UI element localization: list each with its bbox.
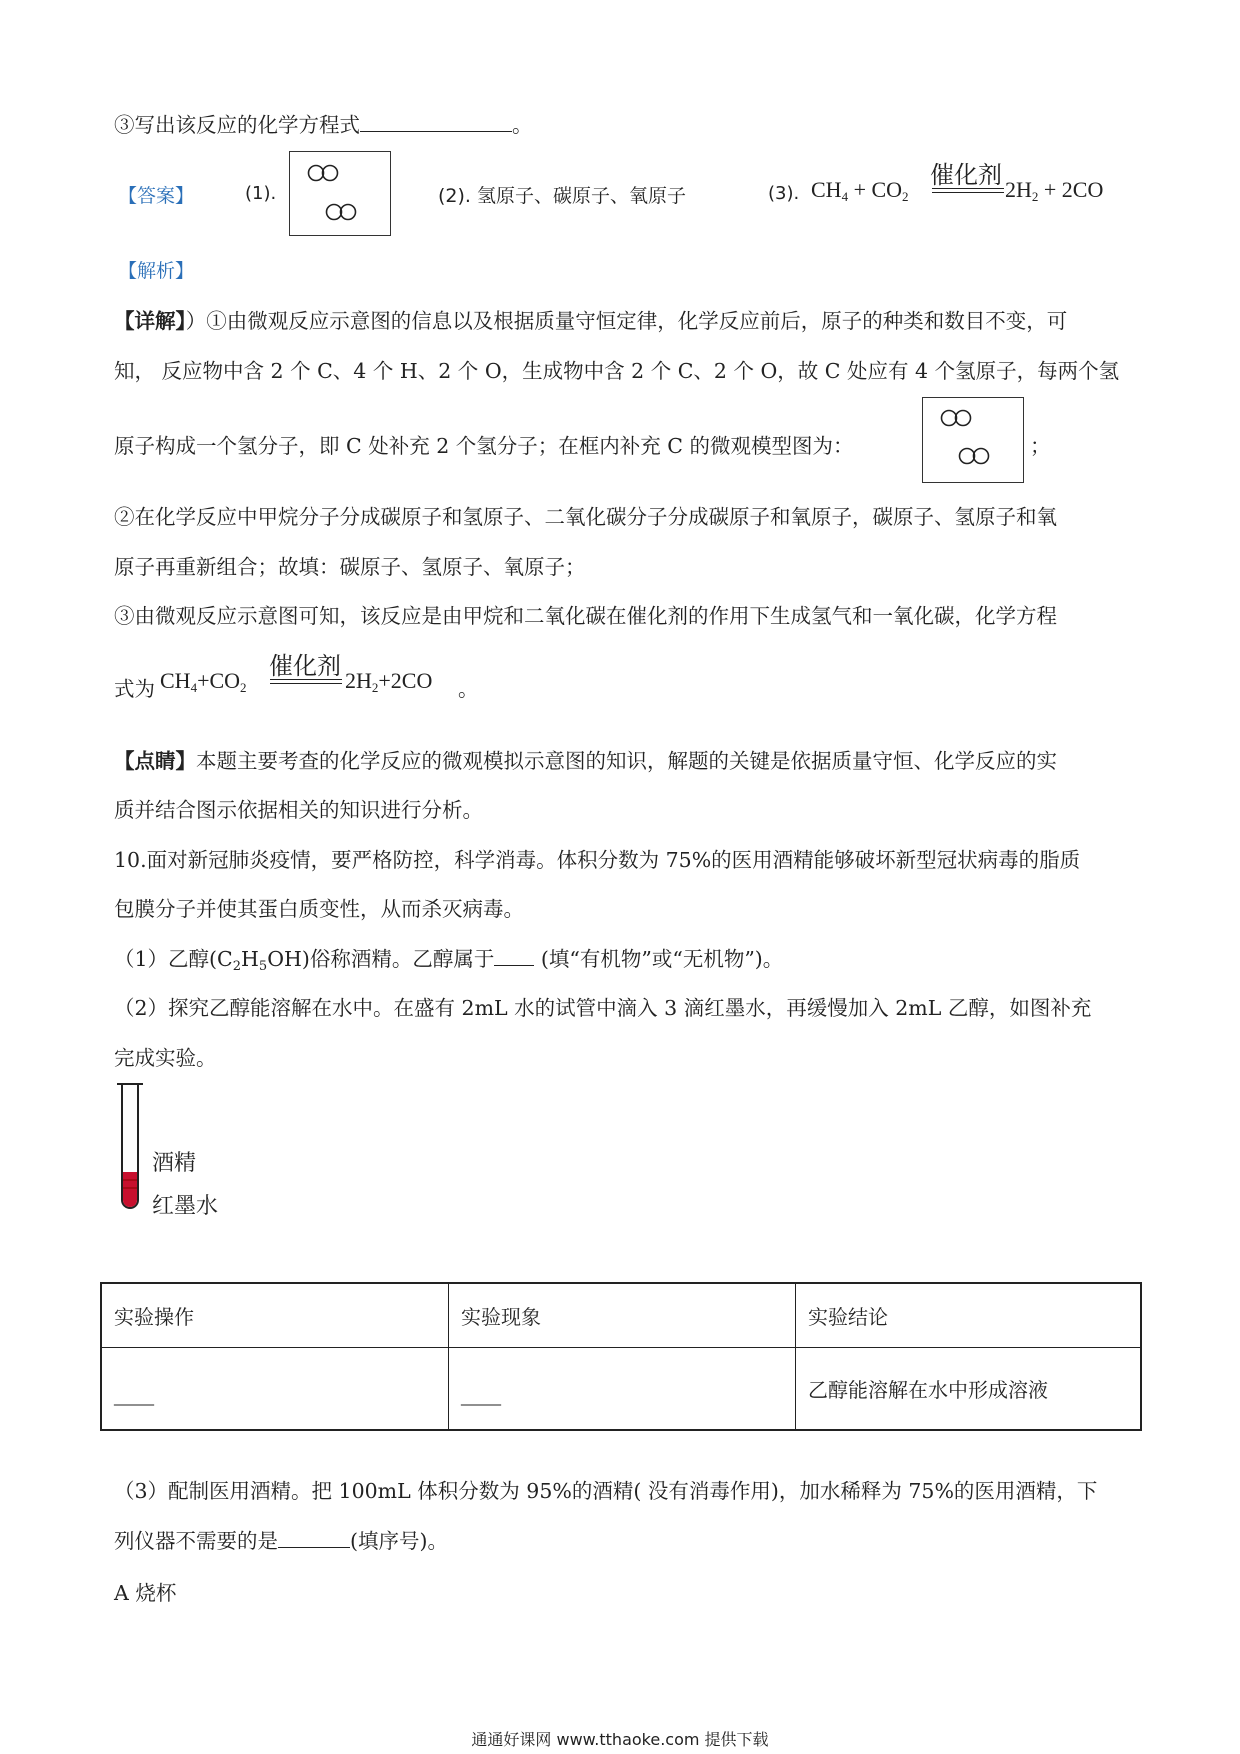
q10-part2-line-2: 完成实验。 xyxy=(114,1046,217,1070)
table-cell: ____ xyxy=(101,1348,449,1431)
para2-line-2: 原子再重新组合；故填：碳原子、氢原子、氧原子； xyxy=(114,555,586,579)
option-a: A 烧杯 xyxy=(114,1581,177,1605)
equals-double-line-2 xyxy=(270,679,342,684)
hydrogen-molecule-icon xyxy=(939,408,975,428)
answer-tag: 【答案】 xyxy=(118,185,195,207)
molecule-model-box-2 xyxy=(922,397,1024,483)
answer-blank xyxy=(278,1529,350,1548)
tube-label-alcohol: 酒精 xyxy=(152,1151,197,1176)
q9-part3-prompt: ③写出该反应的化学方程式 。 xyxy=(114,113,533,137)
table-header-cell: 实验结论 xyxy=(796,1283,1142,1348)
equation-lhs: $CH_4+CO_2$ xyxy=(160,668,247,695)
answer-num-3: (3). xyxy=(768,183,800,204)
detail-line-2: 知， 反应物中含 2 个 C、4 个 H、2 个 O，生成物中含 2 个 C、2 个 O，故 C 处应有 4 个氢原子，每两个氢 xyxy=(114,359,1120,383)
q10-line-1: 10.面对新冠肺炎疫情，要严格防控，科学消毒。体积分数为 75%的医用酒精能够破坏新型冠状病毒的脂质 xyxy=(114,848,1081,872)
page-footer: 通通好课网 www.tthaoke.com 提供下载 xyxy=(471,1730,769,1749)
answer-num-1: (1). xyxy=(245,183,277,204)
answer-blank xyxy=(360,113,512,132)
answer-num-2: (2). 氢原子、碳原子、氧原子 xyxy=(438,185,687,207)
table-row xyxy=(101,1348,1141,1431)
hydrogen-molecule-icon xyxy=(324,202,360,222)
catalyst-label-2: 催化剂 xyxy=(269,652,341,680)
equation-rhs: $2H_2+2CO$ xyxy=(345,668,433,695)
equals-double-line xyxy=(932,188,1004,193)
table-header-cell: 实验操作 xyxy=(101,1283,449,1348)
tube-label-red-ink: 红墨水 xyxy=(152,1194,219,1219)
table-cell: 乙醇能溶解在水中形成溶液 xyxy=(796,1348,1142,1431)
catalyst-label: 催化剂 xyxy=(930,161,1002,189)
comment-line-1: 【点睛】本题主要考查的化学反应的微观模拟示意图的知识，解题的关键是依据质量守恒、化学反应的实 xyxy=(114,749,1057,773)
q10-part2-line-1: （2）探究乙醇能溶解在水中。在盛有 2mL 水的试管中滴入 3 滴红墨水，再缓慢加入 2mL 乙醇，如图补充 xyxy=(114,996,1092,1020)
answer-equation-rhs: $2H_2 + 2CO$ xyxy=(1005,177,1104,204)
para3-line-2-prefix: 式为 xyxy=(114,677,155,701)
table-header-cell: 实验现象 xyxy=(449,1283,796,1348)
hydrogen-molecule-icon xyxy=(957,446,993,466)
comment-line-2: 质并结合图示依据相关的知识进行分析。 xyxy=(114,798,483,822)
para3-line-1: ③由微观反应示意图可知，该反应是由甲烷和二氧化碳在催化剂的作用下生成氢气和一氧化碳，化学方程 xyxy=(114,604,1057,628)
molecule-model-box xyxy=(289,151,391,236)
detail-line-3: 原子构成一个氢分子，即 C 处补充 2 个氢分子；在框内补充 C 的微观模型图为： xyxy=(114,434,854,458)
q10-line-2: 包膜分子并使其蛋白质变性，从而杀灭病毒。 xyxy=(114,897,524,921)
answer-blank xyxy=(494,947,534,966)
detail-line-3-end: ； xyxy=(1030,434,1051,458)
table-header-row xyxy=(101,1283,1141,1348)
analysis-tag: 【解析】 xyxy=(118,260,195,282)
test-tube-diagram xyxy=(115,1080,145,1220)
q10-part3-line-1: （3）配制医用酒精。把 100mL 体积分数为 95%的酒精( 没有消毒作用)，加水稀释为 75%的医用酒精，下 xyxy=(114,1479,1098,1503)
table-cell: ____ xyxy=(449,1348,796,1431)
q10-part1: （1）乙醇$(C_2H_5OH)$俗称酒精。乙醇属于 (填“有机物”或“无机物”)。 xyxy=(114,947,784,974)
answer-equation-lhs: $CH_4 + CO_2$ xyxy=(811,177,909,204)
para3-line-2-suffix: 。 xyxy=(458,677,479,701)
hydrogen-molecule-icon xyxy=(306,163,342,183)
detail-line-1: 【详解】）①由微观反应示意图的信息以及根据质量守恒定律，化学反应前后，原子的种类和数目不变，可 xyxy=(114,309,1068,333)
q10-part3-line-2: 列仪器不需要的是 (填序号)。 xyxy=(114,1529,448,1553)
para2-line-1: ②在化学反应中甲烷分子分成碳原子和氢原子、二氧化碳分子分成碳原子和氧原子，碳原子、氢原子和氧 xyxy=(114,505,1057,529)
experiment-table xyxy=(100,1282,1142,1431)
